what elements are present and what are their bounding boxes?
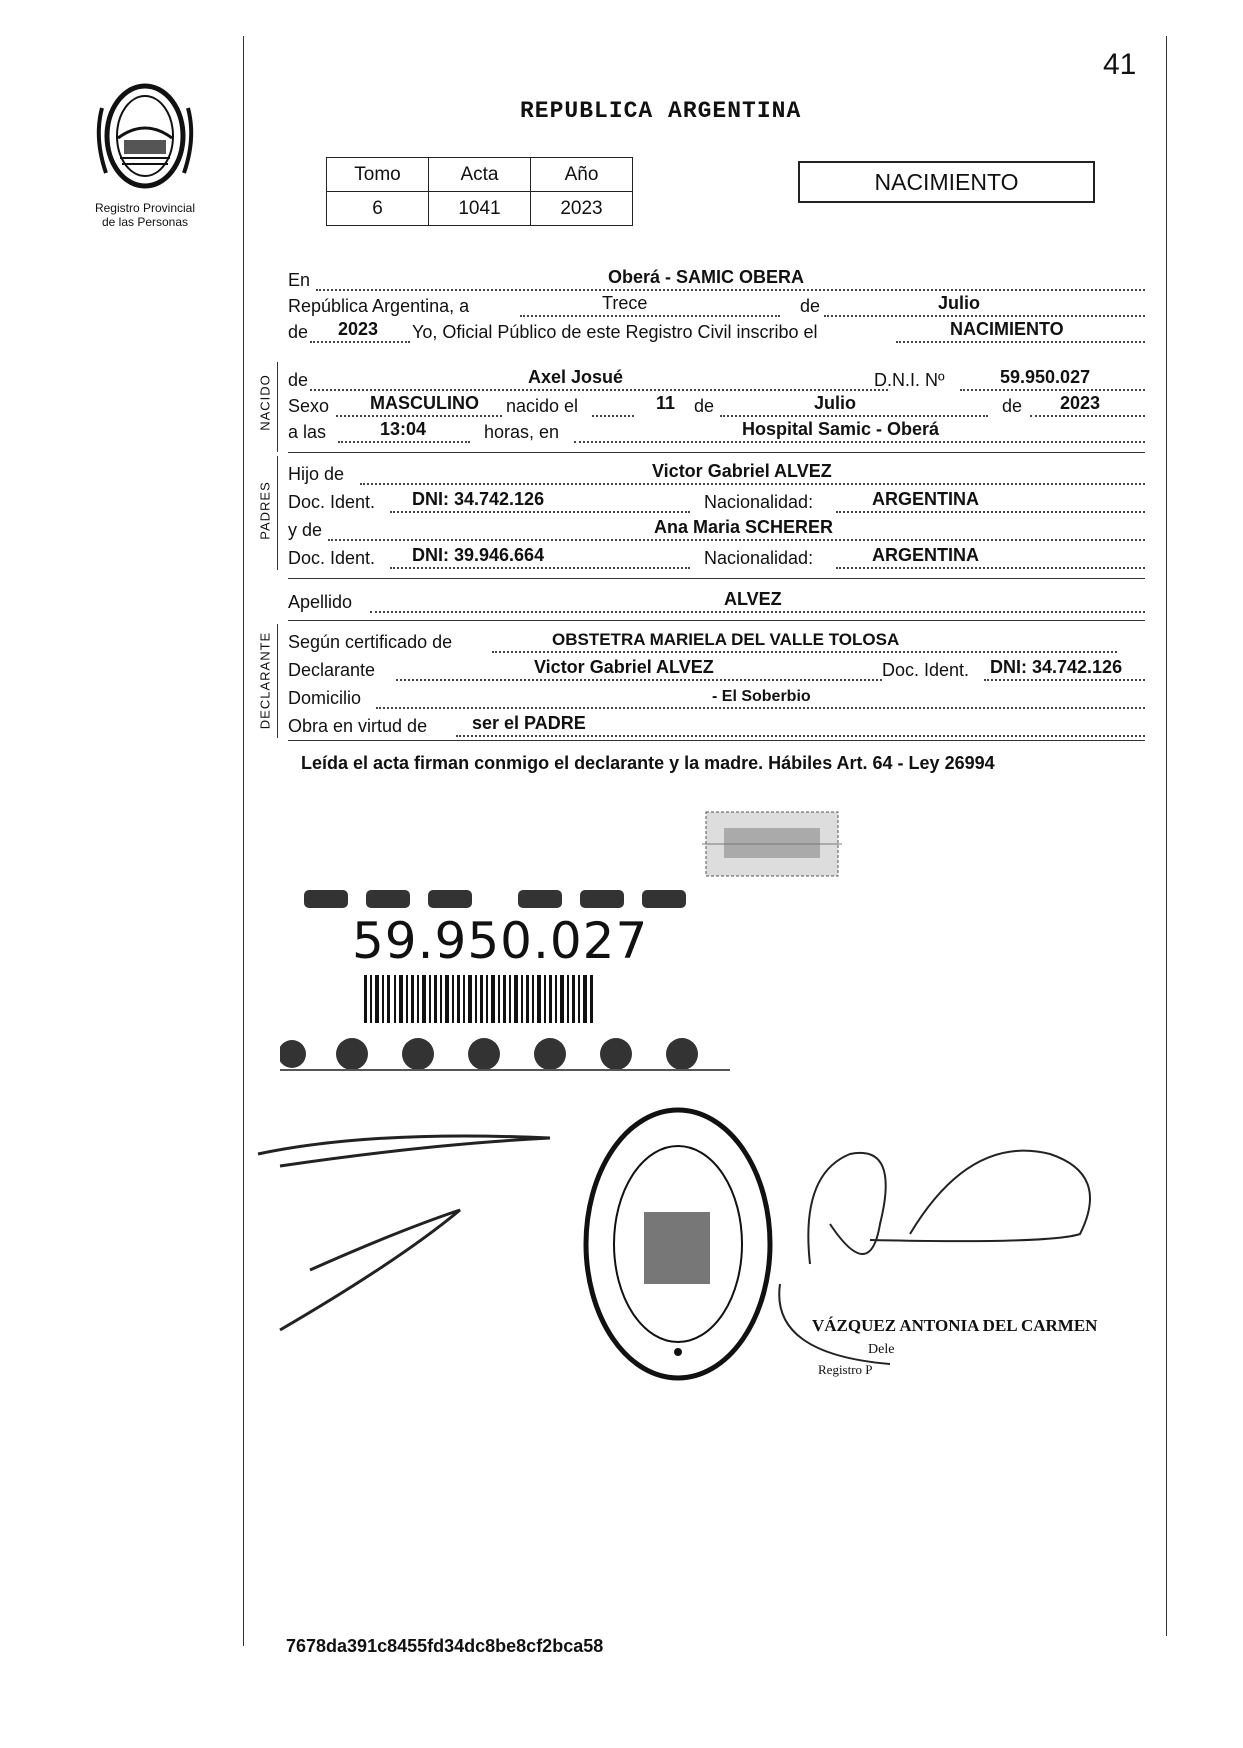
label-de-nombre: de <box>288 370 309 390</box>
section-padres: PADRES <box>257 481 273 540</box>
dotted-line <box>824 315 1145 317</box>
dotted-line <box>984 679 1145 681</box>
value-dia: Trece <box>602 293 648 313</box>
label-doc-ident: Doc. Ident. <box>288 548 376 568</box>
barcode-icon <box>364 975 596 1023</box>
label-nacido-el: nacido el <box>506 396 579 416</box>
section-divider <box>288 578 1145 579</box>
security-stamp-icon <box>702 808 842 880</box>
value-obra: ser el PADRE <box>472 713 586 733</box>
label-yo-oficial: Yo, Oficial Público de este Registro Civil inscribo el <box>412 322 818 342</box>
dotted-line <box>456 735 1145 737</box>
row-madre-doc <box>288 546 1145 572</box>
value-apellido: ALVEZ <box>724 589 782 609</box>
row-segun <box>288 630 1145 656</box>
value-anio: 2023 <box>338 319 379 339</box>
signature-declarante-icon <box>250 1110 580 1350</box>
dotted-line <box>376 707 1145 709</box>
dotted-line <box>396 679 882 681</box>
row-sexo <box>288 394 1145 420</box>
label-republica: República Argentina, a <box>288 296 470 316</box>
section-line <box>277 624 278 738</box>
dotted-line <box>960 389 1145 391</box>
value-madre-nac: ARGENTINA <box>872 545 979 565</box>
section-declarante: DECLARANTE <box>257 631 273 730</box>
dotted-line <box>390 511 690 513</box>
value-padre: Victor Gabriel ALVEZ <box>652 461 832 481</box>
label-dni: D.N.I. Nº <box>874 370 945 390</box>
label-nacionalidad: Nacionalidad: <box>704 492 814 512</box>
province-emblem <box>80 78 210 229</box>
label-a-las: a las <box>288 422 327 442</box>
row-domicilio <box>288 686 1145 712</box>
dotted-line <box>574 441 1145 443</box>
dotted-line <box>370 611 1145 613</box>
section-divider <box>288 452 1145 453</box>
label-nacionalidad: Nacionalidad: <box>704 548 814 568</box>
security-strip-icon <box>274 886 724 912</box>
dotted-line <box>896 341 1145 343</box>
security-strip-icon <box>280 1036 730 1074</box>
row-declarante <box>288 658 1145 684</box>
dotted-line <box>338 441 470 443</box>
signature-name: VÁZQUEZ ANTONIA DEL CARMEN <box>812 1316 1098 1335</box>
label-doc-ident: Doc. Ident. <box>288 492 376 512</box>
dni-number-label: 59.950.027 <box>352 912 649 970</box>
value-nacido-anio: 2023 <box>1060 393 1101 413</box>
label-de: de <box>800 296 821 316</box>
signature-role: Dele <box>868 1342 895 1357</box>
dotted-line <box>360 483 1145 485</box>
label-apellido: Apellido <box>288 592 353 612</box>
dotted-line <box>310 389 888 391</box>
value-dni: 59.950.027 <box>1000 367 1091 387</box>
label-domicilio: Domicilio <box>288 688 362 708</box>
page-number: 41 <box>1103 48 1137 81</box>
value-declarante: Victor Gabriel ALVEZ <box>534 657 714 677</box>
label-horas-en: horas, en <box>484 422 560 442</box>
value-domicilio: - El Soberbio <box>712 688 811 705</box>
value-certificado: OBSTETRA MARIELA DEL VALLE TOLOSA <box>552 630 900 649</box>
value-lugar-nac: Hospital Samic - Oberá <box>742 419 940 439</box>
label-declarante: Declarante <box>288 660 376 680</box>
label-doc-ident: Doc. Ident. <box>882 660 970 680</box>
tomo-value: 6 <box>327 192 429 226</box>
dotted-line <box>336 415 502 417</box>
row-en <box>288 268 1145 294</box>
label-obra: Obra en virtud de <box>288 716 428 736</box>
dotted-line <box>836 567 1145 569</box>
value-lugar: Oberá - SAMIC OBERA <box>608 267 805 287</box>
dotted-line <box>720 415 988 417</box>
value-hora: 13:04 <box>380 419 427 439</box>
label-sexo: Sexo <box>288 396 330 416</box>
value-padre-dni: DNI: 34.742.126 <box>412 489 545 509</box>
section-nacido: NACIDO <box>257 374 273 431</box>
row-nombre <box>288 368 1145 394</box>
dotted-line <box>390 567 690 569</box>
section-divider <box>288 740 1145 741</box>
dotted-line <box>492 651 1117 653</box>
value-declarante-dni: DNI: 34.742.126 <box>990 657 1123 677</box>
tomo-header: Tomo <box>327 158 429 192</box>
label-de-mes: de <box>694 396 715 416</box>
right-margin-line <box>1166 36 1167 1636</box>
value-tipo: NACIMIENTO <box>950 319 1064 339</box>
section-line <box>277 456 278 570</box>
dotted-line <box>520 315 780 317</box>
left-margin-line <box>243 36 244 1646</box>
register-table <box>326 157 633 226</box>
emblem-caption-1: Registro Provincial <box>94 201 196 215</box>
row-apellido <box>288 590 1145 616</box>
row-obra <box>288 714 1145 740</box>
label-en: En <box>288 270 311 290</box>
section-line <box>277 362 278 452</box>
row-inscribo <box>288 320 1145 346</box>
dotted-line <box>836 511 1145 513</box>
section-divider <box>288 620 1145 621</box>
row-fecha <box>288 294 1145 320</box>
label-de-anio: de <box>1002 396 1023 416</box>
row-y-de <box>288 518 1145 544</box>
document-title: REPUBLICA ARGENTINA <box>520 98 802 124</box>
acta-value: 1041 <box>429 192 531 226</box>
dotted-line <box>316 289 1145 291</box>
anio-header: Año <box>531 158 633 192</box>
value-nacido-dia: 11 <box>656 393 676 413</box>
row-padre-doc <box>288 490 1145 516</box>
dotted-line <box>310 341 410 343</box>
row-hijo-de <box>288 462 1145 488</box>
row-hora <box>288 420 1145 446</box>
value-mes: Julio <box>938 293 981 313</box>
document-hash: 7678da391c8455fd34dc8be8cf2bca58 <box>286 1636 604 1656</box>
anio-value: 2023 <box>531 192 633 226</box>
official-seal-icon <box>578 1102 778 1386</box>
legal-text: Leída el acta firman conmigo el declarante y la madre. Hábiles Art. 64 - Ley 26994 <box>301 753 995 773</box>
dotted-line <box>592 415 634 417</box>
value-madre: Ana Maria SCHERER <box>654 517 834 537</box>
acta-header: Acta <box>429 158 531 192</box>
label-de-start: de <box>288 322 309 342</box>
act-type-box: NACIMIENTO <box>798 161 1095 203</box>
value-nacido-mes: Julio <box>814 393 857 413</box>
misiones-seal-icon <box>90 78 200 196</box>
value-madre-dni: DNI: 39.946.664 <box>412 545 545 565</box>
label-hijo-de: Hijo de <box>288 464 345 484</box>
signature-org: Registro P <box>818 1362 873 1377</box>
value-padre-nac: ARGENTINA <box>872 489 979 509</box>
label-y-de: y de <box>288 520 323 540</box>
value-sexo: MASCULINO <box>370 393 479 413</box>
dotted-line <box>1030 415 1145 417</box>
label-segun: Según certificado de <box>288 632 453 652</box>
emblem-caption-2: de las Personas <box>101 215 189 229</box>
value-nombre: Axel Josué <box>528 367 624 387</box>
dotted-line <box>328 539 1145 541</box>
